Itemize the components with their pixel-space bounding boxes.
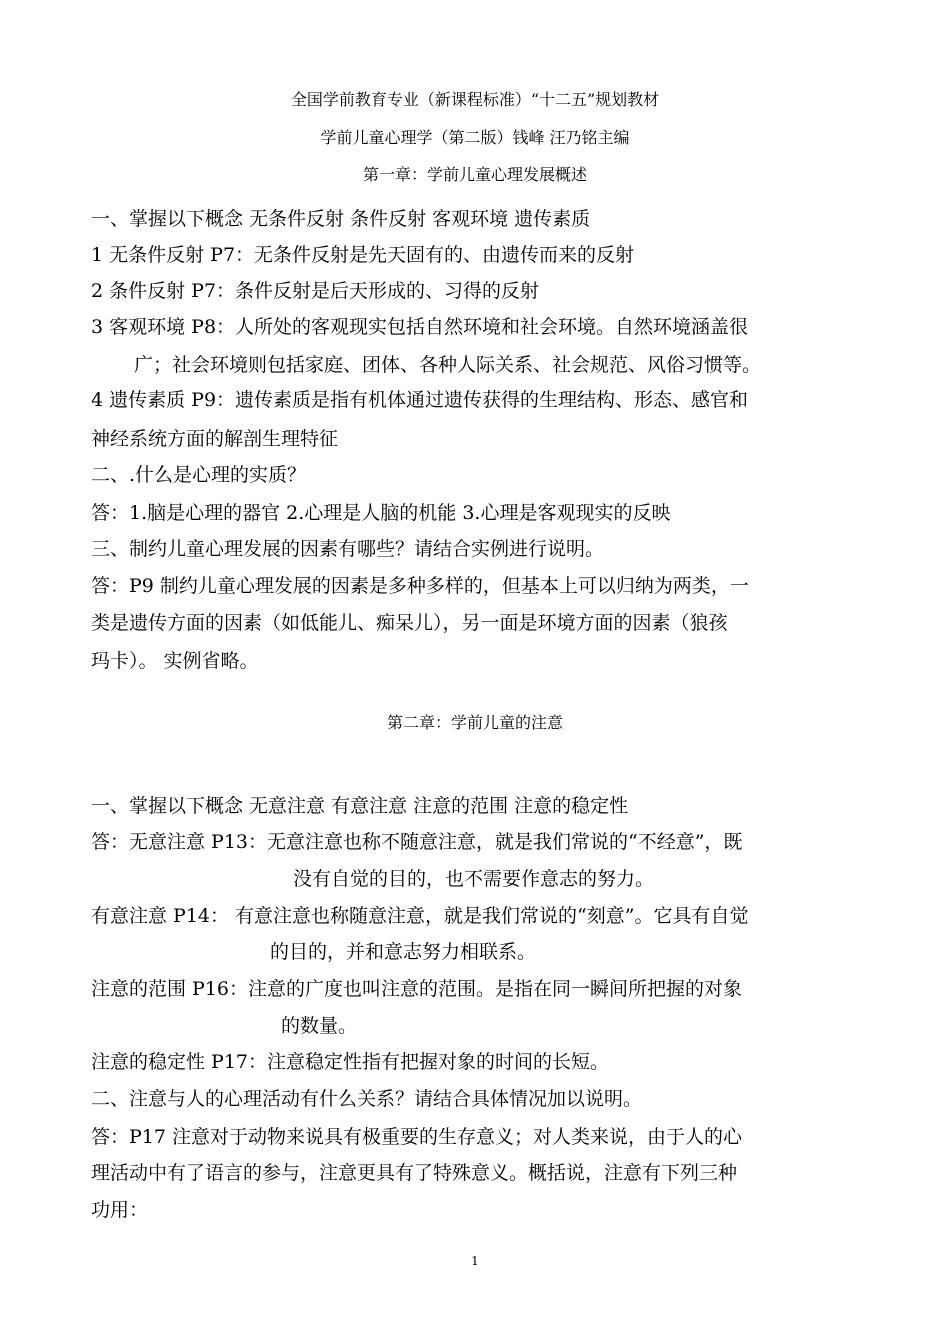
ch1-question-2: 二、.什么是心理的实质？	[91, 464, 307, 486]
ch1-item-1: 1 无条件反射 P7：无条件反射是先天固有的、由遗传而来的反射	[91, 244, 635, 266]
ch1-item-4: 4 遗传素质 P9：遗传素质是指有机体通过遗传获得的生理结构、形态、感官和	[91, 389, 749, 411]
ch1-item-3-cont: 广；社会环境则包括家庭、团体、各种人际关系、社会规范、风俗习惯等。	[134, 354, 762, 376]
ch1-concepts-line: 一、掌握以下概念 无条件反射 条件反射 客观环境 遗传素质	[91, 208, 591, 230]
ch2-def-1: 答：无意注意 P13：无意注意也称不随意注意，就是我们常说的“不经意”，既	[91, 831, 743, 853]
ch2-question-2: 二、注意与人的心理活动有什么关系？请结合具体情况加以说明。	[91, 1088, 643, 1110]
document-title: 全国学前教育专业（新课程标准）“十二五”规划教材	[290, 90, 660, 109]
ch2-def-3: 注意的范围 P16：注意的广度也叫注意的范围。是指在同一瞬间所把握的对象	[91, 978, 743, 1000]
chapter-2-heading: 第二章：学前儿童的注意	[386, 713, 563, 732]
chapter-1-heading: 第一章：学前儿童心理发展概述	[362, 165, 587, 184]
ch1-item-4-cont: 神经系统方面的解剖生理特征	[91, 428, 339, 450]
ch1-answer-3-cont2: 玛卡）。 实例省略。	[91, 650, 259, 672]
ch2-def-2: 有意注意 P14： 有意注意也称随意注意，就是我们常说的“刻意”。它具有自觉	[91, 905, 749, 927]
page-number: 1	[471, 1254, 479, 1268]
ch1-answer-2: 答：1.脑是心理的器官 2.心理是人脑的机能 3.心理是客观现实的反映	[91, 502, 671, 524]
ch2-answer-2-cont1: 理活动中有了语言的参与，注意更具有了特殊意义。概括说，注意有下列三种	[91, 1162, 738, 1184]
ch2-def-2-cont: 的目的，并和意志努力相联系。	[270, 941, 537, 963]
ch2-def-3-cont: 的数量。	[281, 1015, 358, 1037]
ch2-def-1-cont: 没有自觉的目的，也不需要作意志的努力。	[293, 868, 655, 890]
ch1-answer-3: 答：P9 制约儿童心理发展的因素是多种多样的，但基本上可以归纳为两类，一	[91, 575, 749, 597]
ch2-concepts-line: 一、掌握以下概念 无意注意 有意注意 注意的范围 注意的稳定性	[91, 795, 629, 817]
ch1-question-3: 三、制约儿童心理发展的因素有哪些？请结合实例进行说明。	[91, 538, 605, 560]
ch2-answer-2-cont2: 功用：	[91, 1199, 149, 1221]
ch1-item-3: 3 客观环境 P8：人所处的客观现实包括自然环境和社会环境。自然环境涵盖很	[91, 316, 749, 338]
ch2-answer-2: 答：P17 注意对于动物来说具有极重要的生存意义；对人类来说，由于人的心	[91, 1126, 743, 1148]
ch2-def-4: 注意的稳定性 P17：注意稳定性指有把握对象的时间的长短。	[91, 1051, 610, 1073]
ch1-item-2: 2 条件反射 P7：条件反射是后天形成的、习得的反射	[91, 280, 540, 302]
book-subtitle: 学前儿童心理学（第二版）钱峰 汪乃铭主编	[320, 128, 630, 147]
ch1-answer-3-cont1: 类是遗传方面的因素（如低能儿、痴呆儿），另一面是环境方面的因素（狼孩	[91, 612, 728, 634]
